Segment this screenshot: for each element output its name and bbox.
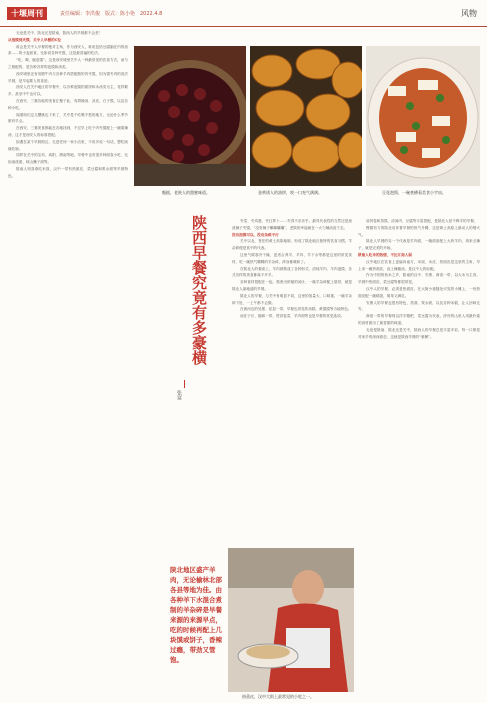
paragraph: 作为中国的鱼米之乡，陕南的汉中、安康、商洛一带，以大米为主食，早餐中热面皮、菜豆腐等都很常见。 <box>358 273 480 285</box>
paragraph: 如遇在某个早晨街边，走进任何一家小店里，不用多说一句话，想吃啥就吃啥。 <box>8 139 128 151</box>
paragraph: 汉中地区在饮食上更偏向南方，米饭、米皮、热面皮是这里的主角，早上来一碗热面皮，浇上辣椒油，是汉中人的标配。 <box>358 259 480 271</box>
paragraph: 铿锵有力的陕北话伴着早餐的热气升腾，这是黄土高原上最动人的烟火气。 <box>358 225 480 237</box>
paragraph: 闻道咱们这儿樱桃也下来了，关中是个吃喝不愁的地方，无论什么季节都有早点。 <box>8 112 128 124</box>
paragraph: 谁会是关中人早餐的绝对主角，作为西安人，谁说包括豆腐脑在内的油条……的小麦面食，比如说各种夹馍，这是最普遍的吃法。 <box>8 44 128 56</box>
publication-logo: 十堰周刊 <box>7 7 47 20</box>
photo-youbing <box>250 46 362 186</box>
paragraph: 在西安，三秦各地的美食汇聚于此，有胡辣汤、凉皮，石子馍，以及各种小吃。 <box>8 98 128 110</box>
paragraph: 陕南人则喜欢吃米饭，汉中一带有热面皮，菜豆腐和浆水面等早餐特色。 <box>8 166 128 178</box>
caption-douhua: 豆花泡馍，一碗豪横看美食小宇宙。 <box>382 190 446 195</box>
paragraph: 无论是陕南、陕北还是关中，陕西人的早餐总是丰富多彩，每一口都是对家乡的深深眷恋，这就是陕西早餐的“豪横”。 <box>358 327 480 339</box>
paragraph: 西安人在关中地区的早餐中，以各种泡馍的面饼和米汤类为主，花样繁多，甚至中午也可以。 <box>8 85 128 97</box>
zenggao-image <box>134 46 246 186</box>
caption-reganmianpi: 热蒸皮，汉中大街上最常见的小吃之一。 <box>242 694 314 699</box>
paragraph: 陕北人的早餐，与关中有明显不同，这里的饭量大、口味重，一碗羊杂碎下肚，一上午都不会饿。 <box>232 293 352 305</box>
subheading: 没有泡馍可以，没有杂碎不行 <box>232 232 279 237</box>
paragraph: 这里气候寒冷干燥，更适合养羊，羊肉、羊下水等都是这里的常见食材，吃一碗热气腾腾的羊杂碎，浑身都暖和了。 <box>232 252 352 264</box>
title-rule <box>184 380 185 388</box>
paragraph: 无论是关中、陕北还是陕南，陕西人的早餐都不会差！ <box>16 31 103 35</box>
paragraph: 在陕北人的餐桌上，羊肉被做成了各种形式，清炖羊肉、羊肉泡馍，各式各样的美食都离不开羊。 <box>232 266 352 278</box>
pull-quote: 陕北地区盛产羊肉，无论榆林北部各县等地为佳。由各种羊下水混合煮制的羊杂碎是早餐来源的来源早点，吃的时候再配上几块馍或饼子，香辣过瘾，带劲又管饱。 <box>170 566 222 664</box>
text-column-2 <box>232 218 352 543</box>
paragraph: “吃，喝，碗泡馍”。这是西安城里关中人一种最常见的饮食方式，而与之相配的，是各种各样的泡馍和汤类。 <box>8 58 128 69</box>
caption-youbing: 金黄诱人的油饼，咬一口充气满满。 <box>258 190 322 195</box>
paragraph: 夹菜、夹鸡蛋，夹红萝卜……夹得不亦乐乎。最具代表性的当然还是油泼辣子夹馍，“没有辣子嘟嘟囔囔”，老陕的幸福就在一大勺辣油浇下去。 <box>232 219 352 230</box>
paragraph: 陕北人早餐的另一个代表是羊肉面，一碗面条配上大块羊肉，再来点辣子，就是完美的开始。 <box>358 239 480 251</box>
paragraph: 关中以北，苍茫的黄土高原地貌，形成了陕北地区独特的饮食习惯。羊杂碎便是其中的代表。 <box>232 239 352 251</box>
photo-reganmianpi <box>228 548 354 692</box>
paragraph: 在西安，三秦美食都能在各地找到，不过早上吃个肉夹馍配上一碗胡辣汤，这才是西安人的标准搭配。 <box>8 126 128 137</box>
editor-meta: 责任编辑：李洪俊 版式：陈小艳 2022.4.8 <box>60 11 163 17</box>
subheading: 陕南人吃米的热情，不比江南人弱 <box>358 252 412 257</box>
paragraph: 安康人的早餐也很有特色，蒸面、浆水面，以及各种米糕，让人回味无穷。 <box>358 300 480 312</box>
subheading: 从泡馍到夹馍，关中人早餐的C位 <box>8 37 61 42</box>
text-column-3 <box>358 218 480 698</box>
article-title: 陕西早餐究竟有多豪横 <box>190 215 208 365</box>
paragraph: 商洛一带的早餐则以洋芋糍粑、菜豆腐为代表，淳朴的山里人用最朴素的食材做出了最香甜的味道。 <box>358 314 480 325</box>
paragraph: 各种食材搭配在一起，熬煮出浓郁的汤汁，一碗羊杂碎配上烙饼，就是陕北人最地道的早餐。 <box>232 280 352 291</box>
article-byline: 张富 <box>176 390 182 400</box>
reganmianpi-image <box>228 548 354 692</box>
paragraph: 而在子长、榆林一带，煎饼卷菜、羊肉面等也是早餐的常见选项。 <box>240 314 345 319</box>
paragraph: 前饼卷和蒸馍，清汤肉、豆腐等丰富搭配，是陕北人爱不释手的早餐。 <box>366 219 478 223</box>
caption-zenggao: 甑糕，老陕人的甜蜜味道。 <box>162 190 210 195</box>
paragraph: 在黄河边的吴堡、佳县一带，早餐也常见炸油糕、黄馍馍等当地特色。 <box>240 307 352 312</box>
text-column-1 <box>8 30 128 698</box>
paragraph: 汉中人的早餐，必须是热面皮，在大街小巷随处可见的小摊上，一份热面皮配一碗稀饭，简单又满足。 <box>358 286 480 298</box>
page-header <box>0 0 487 27</box>
section-name: 风物 <box>461 9 477 18</box>
photo-zenggao <box>134 46 246 186</box>
photo-douhua <box>366 46 480 186</box>
paragraph: 同样在关中的宝鸡、咸阳、渭南等地，早餐中也有很多种面食小吃，比如油泼面、岐山臊子面等。 <box>8 153 128 165</box>
paragraph: 西安城里还有用腊牛肉与各种羊肉搭配做的肉夹馍，因为馍夹肉的食法早餐，是早起要人的喜爱。 <box>8 71 128 83</box>
youbing-image <box>250 46 362 186</box>
douhua-image <box>366 46 480 186</box>
